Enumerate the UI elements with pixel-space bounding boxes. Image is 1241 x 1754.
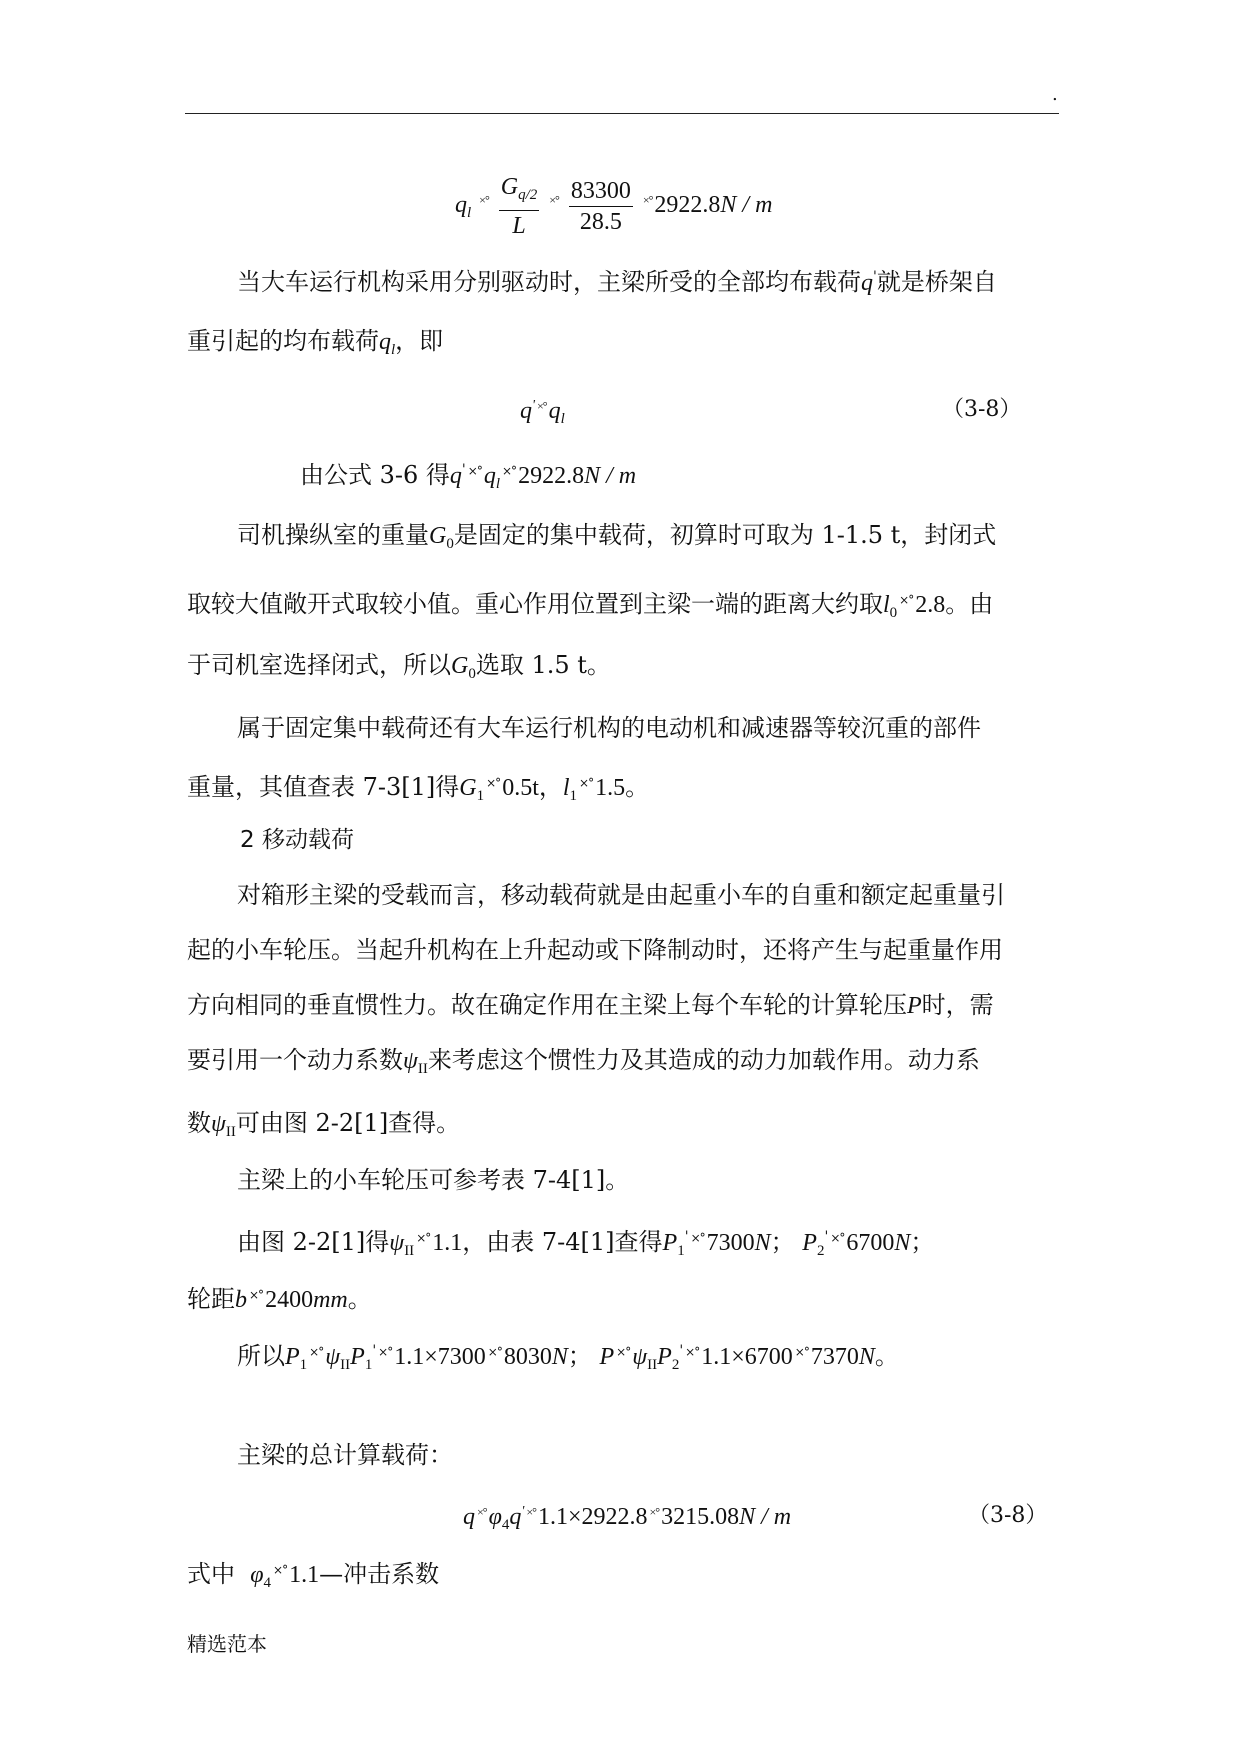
para6-line2: 轮距b ×°2400mm。 [187,1285,372,1313]
equation-3-8-a: q' $^{\times^\circ}q_l$ [520,398,565,427]
para7: 所以$P_1^{\times^\circ}\psi_{II}P_1'$ ×°1.1×7300 ×°8030N； P $^{\times^\circ}\psi_{II}P_2'$ ×°1.1×6700 ×°7370N。 [237,1342,899,1373]
para4-line3: 方向相同的垂直惯性力。故在确定作用在主梁上每个车轮的计算轮压P时，需 [187,991,994,1019]
para2-line1: 司机操纵室的重量$G_0$是固定的集中载荷，初算时可取为 1-1.5 t，封闭式 [237,521,997,552]
equation-3-8-b: q $^{\times^\circ}\varphi_4q'$ ×°1.1×2922.8 ×°3215.08N / m [463,1504,792,1533]
page-marker: . [1052,84,1058,105]
para2-line3: 于司机室选择闭式，所以$G_0$选取 1.5 t。 [187,651,611,682]
para8: 主梁的总计算载荷： [237,1441,453,1469]
para4-line5: 数$\psi_{II}$可由图 2-2[1]查得。 [187,1109,461,1140]
formula-from-3-6: 由公式 3-6 得q' $^{\times^\circ}q_l^{\times^\circ}2922.8N$ / m [300,461,637,492]
para1-line2: 重引起的均布载荷$q_l$，即 [187,327,444,358]
equation-number-b: （3-8） [968,1503,1048,1528]
para3-line2: 重量，其值查表 7-3[1]得$G_1^{\times^\circ}0.5t$，$l_1^{\times^\circ}1.5$。 [187,773,650,804]
para4-line2: 起的小车轮压。当起升机构在上升起动或下降制动时，还将产生与起重量作用 [187,936,1003,964]
para1-line1: 当大车运行机构采用分别驱动时，主梁所受的全部均布载荷q'就是桥架自 [237,268,997,296]
para3-line1: 属于固定集中载荷还有大车运行机构的电动机和减速器等较沉重的部件 [237,714,981,742]
formula-ql: $q_l$ ×° $\frac{G_{q/2}}{L}$ ×° $\frac{83300}{28.5}$ ×°2922.8N / m [455,174,773,239]
para9: 式中 $\varphi_4^{\times^\circ}1.1—$冲击系数 [187,1560,440,1591]
footer-text: 精选范本 [187,1632,267,1656]
para4-line1: 对箱形主梁的受载而言，移动载荷就是由起重小车的自重和额定起重量引 [237,881,1005,909]
header-rule [185,113,1059,114]
para2-line2: 取较大值敞开式取较小值。重心作用位置到主梁一端的距离大约取$l_0^{\times^\circ}2.8$。由 [187,590,994,621]
para4-line4: 要引用一个动力系数$\psi_{II}$来考虑这个惯性力及其造成的动力加载作用。动力系 [187,1046,980,1077]
para5: 主梁上的小车轮压可参考表 7-4[1]。 [237,1166,630,1194]
para6-line1: 由图 2-2[1]得$\psi_{II}^{\times^\circ}1.1$，由表 7-4[1]查得$P_1'$ ×°7300N； $P_2'$ ×°6700N； [237,1228,935,1259]
section-2-title: 2 移动载荷 [240,827,354,853]
equation-number-a: （3-8） [942,397,1022,422]
